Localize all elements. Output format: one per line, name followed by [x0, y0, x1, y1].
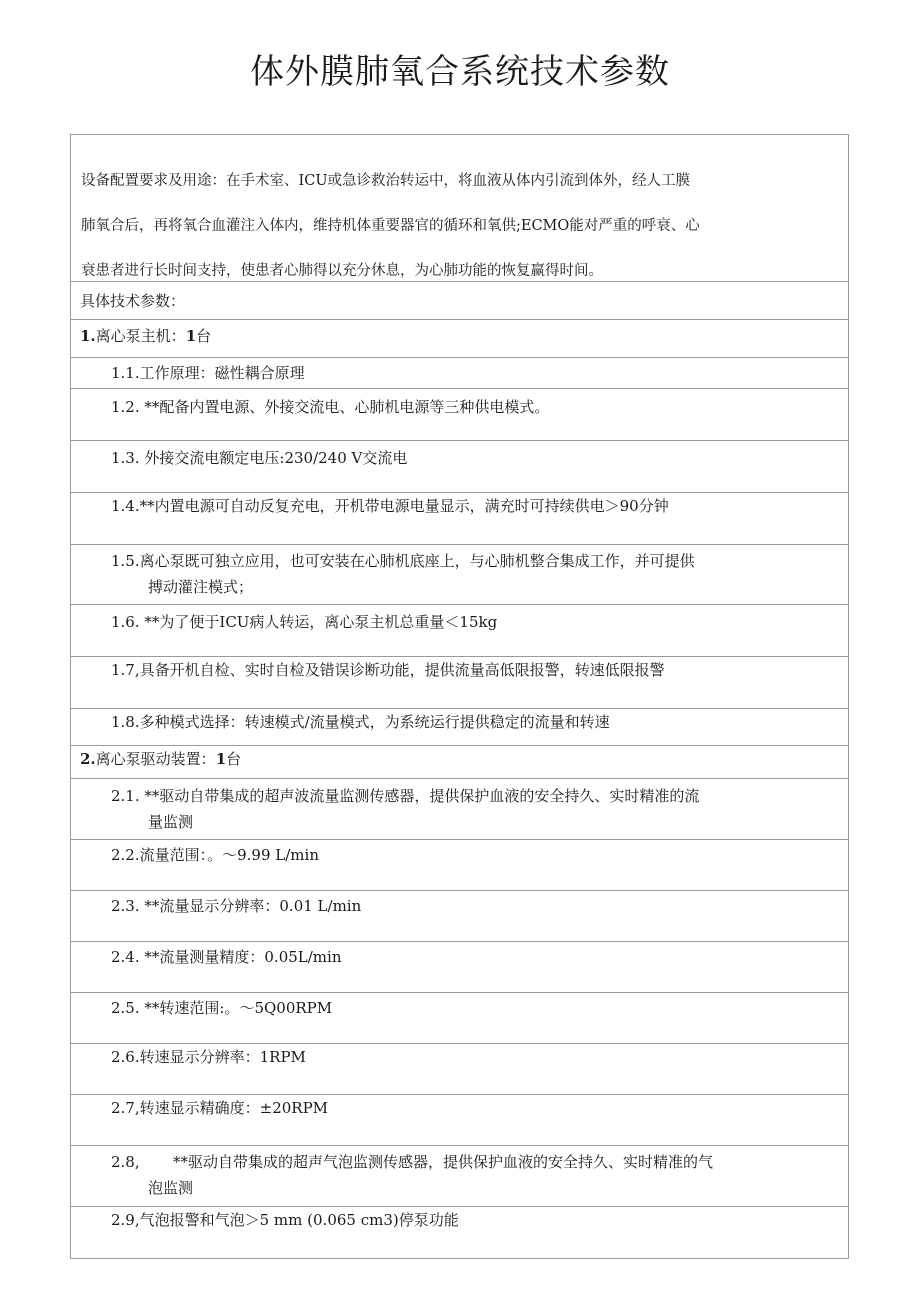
spec-row	[71, 545, 848, 605]
spec-text: 2.1. **驱动自带集成的超声波流量监测传感器，提供保护血液的安全持久、实时精准的流	[111, 787, 700, 805]
spec-row	[71, 1207, 848, 1258]
section-1-label: 离心泵主机：	[95, 327, 186, 345]
section-1-unit: 台	[196, 327, 212, 345]
spec-row	[71, 942, 848, 993]
spec-text: 2.6.转速显示分辨率：1RPM	[111, 1048, 306, 1066]
spec-text: 1.7,具备开机自检、实时自检及错误诊断功能，提供流量高低限报警，转速低限报警	[111, 661, 665, 679]
spec-text: 2.4. **流量测量精度：0.05L/min	[111, 948, 342, 966]
section-2-row	[71, 746, 848, 779]
params-header: 具体技术参数：	[80, 292, 186, 310]
spec-text: 2.9,气泡报警和气泡＞5 mm (0.065 cm3)停泵功能	[111, 1211, 459, 1229]
intro-line: 衰患者进行长时间支持，使患者心肺得以充分休息，为心肺功能的恢复赢得时间。	[81, 263, 603, 279]
spec-text: 1.2. **配备内置电源、外接交流电、心肺机电源等三种供电模式。	[111, 398, 550, 416]
spec-text: 2.8, **驱动自带集成的超声气泡监测传感器，提供保护血液的安全持久、实时精准的气	[111, 1153, 714, 1171]
spec-text-continuation: 搏动灌注模式；	[148, 578, 254, 596]
spec-text: 1.1.工作原理：磁性耦合原理	[111, 364, 305, 382]
section-2-qty: 1	[215, 750, 227, 768]
intro-line: 设备配置要求及用途：在手术室、ICU或急诊救治转运中，将血液从体内引流到体外，经人工膜	[81, 173, 691, 189]
spec-row	[71, 389, 848, 441]
section-1-number: 1.	[80, 327, 96, 345]
section-1-qty: 1	[185, 327, 197, 345]
spec-text: 2.7,转速显示精确度：±20RPM	[111, 1099, 329, 1117]
section-2-number: 2.	[80, 750, 96, 768]
spec-text: 2.5. **转速范围:。〜5Q00RPM	[111, 999, 333, 1017]
spec-row	[71, 891, 848, 942]
spec-row	[71, 709, 848, 746]
intro-row	[71, 135, 848, 282]
spec-text: 1.5.离心泵既可独立应用，也可安装在心肺机底座上，与心肺机整合集成工作，并可提供	[111, 552, 695, 570]
spec-row	[71, 605, 848, 657]
document-title: 体外膜肺氧合系统技术参数	[250, 52, 670, 92]
spec-text: 1.6. **为了便于ICU病人转运，离心泵主机总重量＜15kg	[111, 613, 498, 631]
spec-table	[70, 134, 849, 1259]
spec-text: 1.3. 外接交流电额定电压:230/240 V交流电	[111, 449, 408, 467]
spec-text: 2.3. **流量显示分辨率：0.01 L/min	[111, 897, 362, 915]
section-2-unit: 台	[226, 750, 242, 768]
spec-row	[71, 840, 848, 891]
spec-text: 1.8.多种模式选择：转速模式/流量模式，为系统运行提供稳定的流量和转速	[111, 713, 610, 731]
spec-text: 2.2.流量范围：。〜9.99 L/min	[111, 846, 319, 864]
spec-row	[71, 1095, 848, 1146]
spec-row	[71, 358, 848, 389]
spec-row	[71, 779, 848, 840]
spec-row	[71, 441, 848, 493]
spec-row	[71, 1044, 848, 1095]
spec-row	[71, 493, 848, 545]
section-2-label: 离心泵驱动装置：	[95, 750, 216, 768]
section-1-row	[71, 320, 848, 358]
spec-row	[71, 1146, 848, 1207]
spec-text-continuation: 量监测	[148, 813, 194, 831]
intro-line: 肺氧合后，再将氧合血灌注入体内，维持机体重要器官的循环和氧供;ECMO能对严重的呼衰、心	[81, 218, 700, 234]
params-header-row	[71, 282, 848, 320]
spec-text: 1.4.**内置电源可自动反复充电，开机带电源电量显示，满充时可持续供电＞90分钟	[111, 497, 669, 515]
spec-row	[71, 657, 848, 709]
spec-text-continuation: 泡监测	[148, 1179, 194, 1197]
spec-row	[71, 993, 848, 1044]
